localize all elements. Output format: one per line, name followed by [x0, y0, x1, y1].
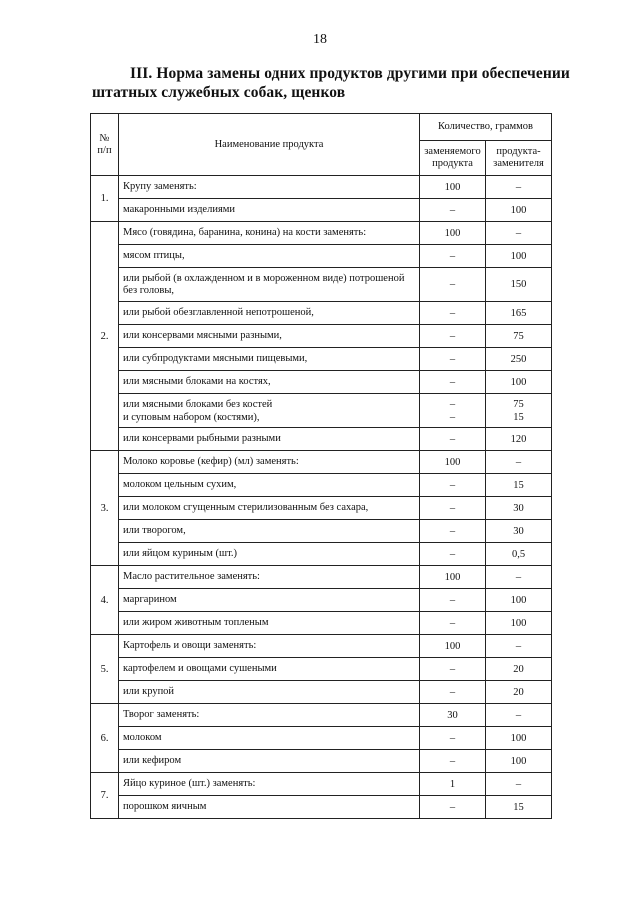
- table-row: [91, 520, 552, 543]
- replacing-amount: 100: [486, 245, 552, 268]
- replaced-amount: –: [420, 796, 486, 819]
- table-row: [91, 394, 552, 428]
- replaced-amount: 100: [420, 451, 486, 474]
- product-name: или яйцом куриным (шт.): [119, 543, 420, 566]
- table-row: [91, 245, 552, 268]
- replacing-amount: 0,5: [486, 543, 552, 566]
- product-name-line: и суповым набором (костями),: [123, 411, 260, 423]
- table-row: [91, 566, 552, 589]
- table-row: [91, 727, 552, 750]
- header-name: Наименование продукта: [119, 114, 420, 176]
- replaced-amount: –: [420, 612, 486, 635]
- header-replaced: заменяемого продукта: [420, 141, 486, 176]
- table-row: [91, 796, 552, 819]
- replaced-amount: –: [420, 727, 486, 750]
- replaced-amount: –: [420, 520, 486, 543]
- page-number: 18: [313, 32, 327, 47]
- product-name: или консервами мясными разными,: [119, 325, 420, 348]
- replacing-amount: 30: [486, 520, 552, 543]
- table-row: [91, 497, 552, 520]
- replaced-amount: –: [420, 371, 486, 394]
- row-number: 3.: [91, 451, 119, 566]
- replaced-amount: 100: [420, 176, 486, 199]
- replacing-amount: –: [486, 176, 552, 199]
- replacing-amount: 100: [486, 612, 552, 635]
- product-name: молоком: [119, 727, 420, 750]
- table-row: [91, 773, 552, 796]
- replaced-amount: 100: [420, 566, 486, 589]
- table-row: [91, 635, 552, 658]
- product-name: или крупой: [119, 681, 420, 704]
- product-name: или жиром животным топленым: [119, 612, 420, 635]
- table-row: [91, 325, 552, 348]
- product-name: [119, 394, 420, 428]
- product-name: или рыбой обезглавленной непотрошеной,: [119, 302, 420, 325]
- replacing-amount: [486, 394, 552, 428]
- replacing-amount: 30: [486, 497, 552, 520]
- replaced-amount: –: [420, 543, 486, 566]
- replacing-amount: 120: [486, 428, 552, 451]
- table-row: [91, 371, 552, 394]
- replaced-amount: –: [420, 428, 486, 451]
- product-name: маргарином: [119, 589, 420, 612]
- table-row: [91, 589, 552, 612]
- replacing-amount: 15: [486, 796, 552, 819]
- replacing-amount: 100: [486, 199, 552, 222]
- table-row: [91, 199, 552, 222]
- table-row: [91, 268, 552, 302]
- replacing-amount-line: 15: [513, 411, 524, 423]
- product-name-line: или мясными блоками без костей: [123, 398, 273, 410]
- replacing-amount: 165: [486, 302, 552, 325]
- product-name: Мясо (говядина, баранина, конина) на кости заменять:: [119, 222, 420, 245]
- product-name: или кефиром: [119, 750, 420, 773]
- replacing-amount: –: [486, 704, 552, 727]
- replacing-amount: 20: [486, 681, 552, 704]
- replaced-amount-line: –: [449, 398, 456, 410]
- replacing-amount: –: [486, 773, 552, 796]
- product-name: картофелем и овощами сушеными: [119, 658, 420, 681]
- table-row: [91, 750, 552, 773]
- replacing-amount: –: [486, 566, 552, 589]
- table-row: [91, 704, 552, 727]
- replaced-amount: 100: [420, 635, 486, 658]
- product-name: молоком цельным сухим,: [119, 474, 420, 497]
- table-row: [91, 428, 552, 451]
- product-name: или консервами рыбными разными: [119, 428, 420, 451]
- row-number: 6.: [91, 704, 119, 773]
- table-row: [91, 222, 552, 245]
- row-number: 1.: [91, 176, 119, 222]
- replaced-amount: –: [420, 199, 486, 222]
- table-row: [91, 302, 552, 325]
- replaced-amount: [420, 394, 486, 428]
- product-name: Молоко коровье (кефир) (мл) заменять:: [119, 451, 420, 474]
- table-row: [91, 474, 552, 497]
- product-name: Крупу заменять:: [119, 176, 420, 199]
- replacing-amount: 100: [486, 371, 552, 394]
- product-name: или молоком сгущенным стерилизованным без сахара,: [119, 497, 420, 520]
- replacing-amount: 100: [486, 727, 552, 750]
- replacing-amount-line: 75: [513, 398, 524, 410]
- replacing-amount: 250: [486, 348, 552, 371]
- product-name: Творог заменять:: [119, 704, 420, 727]
- product-name: или творогом,: [119, 520, 420, 543]
- replacing-amount: –: [486, 222, 552, 245]
- table-row: [91, 658, 552, 681]
- replaced-amount: –: [420, 589, 486, 612]
- replaced-amount: 30: [420, 704, 486, 727]
- header-num: № п/п: [91, 114, 119, 176]
- table-row: [91, 612, 552, 635]
- product-name: мясом птицы,: [119, 245, 420, 268]
- replacing-amount: 100: [486, 589, 552, 612]
- replaced-amount-line: –: [449, 411, 456, 423]
- product-name: или рыбой (в охлажденном и в мороженном виде) потрошеной без головы,: [119, 268, 420, 302]
- product-name: или субпродуктами мясными пищевыми,: [119, 348, 420, 371]
- product-name: или мясными блоками на костях,: [119, 371, 420, 394]
- replacing-amount: –: [486, 635, 552, 658]
- product-name: макаронными изделиями: [119, 199, 420, 222]
- replaced-amount: –: [420, 681, 486, 704]
- replacing-amount: 150: [486, 268, 552, 302]
- replacing-amount: 20: [486, 658, 552, 681]
- replaced-amount: –: [420, 497, 486, 520]
- header-replacing: продукта-заменителя: [486, 141, 552, 176]
- replaced-amount: –: [420, 474, 486, 497]
- table-body: [91, 176, 552, 819]
- replaced-amount: –: [420, 302, 486, 325]
- replaced-amount: 100: [420, 222, 486, 245]
- row-number: 7.: [91, 773, 119, 819]
- product-name: Картофель и овощи заменять:: [119, 635, 420, 658]
- replaced-amount: –: [420, 245, 486, 268]
- section-title: III. Норма замены одних продуктов другими при обеспечении штатных служебных собак, щенков: [92, 65, 570, 101]
- header-quantity: Количество, граммов: [420, 114, 552, 141]
- product-name: порошком яичным: [119, 796, 420, 819]
- table-row: [91, 451, 552, 474]
- replaced-amount: –: [420, 348, 486, 371]
- product-name: Яйцо куриное (шт.) заменять:: [119, 773, 420, 796]
- replaced-amount: –: [420, 658, 486, 681]
- replacing-amount: 100: [486, 750, 552, 773]
- table-row: [91, 176, 552, 199]
- table-row: [91, 348, 552, 371]
- replacing-amount: –: [486, 451, 552, 474]
- substitution-table: [90, 113, 552, 819]
- row-number: 4.: [91, 566, 119, 635]
- table-row: [91, 681, 552, 704]
- replaced-amount: –: [420, 268, 486, 302]
- row-number: 5.: [91, 635, 119, 704]
- replacing-amount: 15: [486, 474, 552, 497]
- replaced-amount: 1: [420, 773, 486, 796]
- row-number: 2.: [91, 222, 119, 451]
- replacing-amount: 75: [486, 325, 552, 348]
- table-row: [91, 543, 552, 566]
- replaced-amount: –: [420, 325, 486, 348]
- product-name: Масло растительное заменять:: [119, 566, 420, 589]
- replaced-amount: –: [420, 750, 486, 773]
